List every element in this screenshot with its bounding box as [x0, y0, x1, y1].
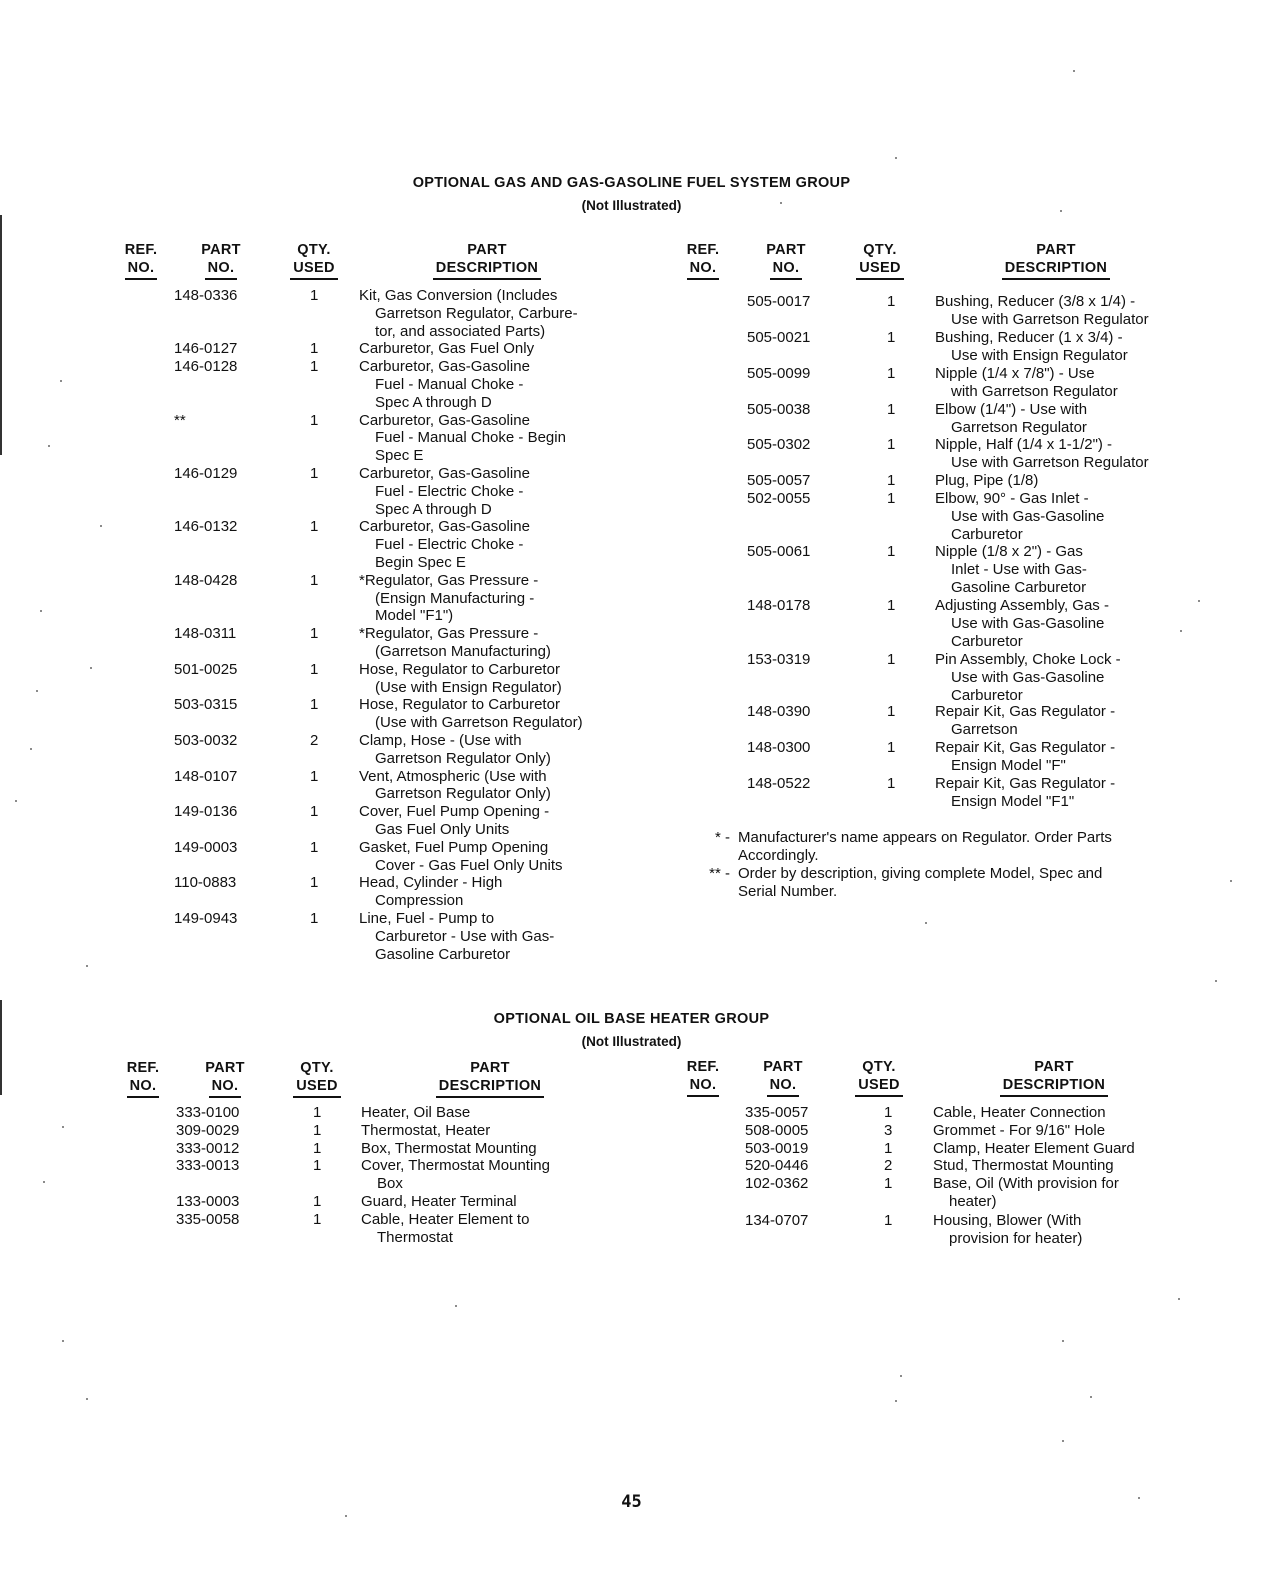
column-header-line: PART [467, 242, 507, 258]
description-line: Compression [375, 892, 464, 910]
part-number: 146-0127 [174, 340, 238, 358]
description-line: Carburetor, Gas-Gasoline [359, 518, 530, 536]
scan-speck [895, 157, 897, 159]
quantity-used: 1 [310, 358, 319, 376]
part-description [935, 543, 1087, 596]
description-line: Carburetor [951, 632, 1023, 650]
part-description [361, 1122, 490, 1140]
part-description [933, 1104, 1106, 1122]
description-line: Nipple (1/8 x 2") - Gas [935, 543, 1083, 560]
description-line: Repair Kit, Gas Regulator - [935, 703, 1116, 720]
description-line: Begin Spec E [375, 553, 466, 571]
column-header-line: PART [205, 1060, 245, 1076]
part-number: 505-0099 [747, 365, 811, 382]
description-line: (Use with Ensign Regulator) [375, 678, 562, 696]
column-header-line: REF. [126, 1060, 160, 1076]
part-description [361, 1104, 470, 1122]
part-number: 148-0522 [747, 775, 811, 792]
description-line: (Garretson Manufacturing) [375, 642, 551, 660]
part-number: 148-0107 [174, 767, 238, 785]
footnote [696, 829, 1216, 865]
column-header-line: DESCRIPTION [1000, 1076, 1108, 1097]
description-line: Fuel - Electric Choke - [375, 482, 524, 500]
section1-title: OPTIONAL GAS AND GAS-GASOLINE FUEL SYSTEM GROUP [412, 175, 851, 191]
quantity-used: 1 [887, 703, 896, 720]
description-line: Carburetor, Gas-Gasoline [359, 411, 530, 429]
quantity-used: 1 [887, 329, 896, 346]
quantity-used: 1 [887, 597, 896, 614]
description-line: Spec E [375, 447, 424, 465]
footnote-text [738, 865, 1102, 901]
description-line: Kit, Gas Conversion (Includes [359, 287, 558, 304]
description-line: with Garretson Regulator [951, 382, 1118, 400]
column-header-qty [247, 1059, 387, 1098]
part-number: 102-0362 [745, 1175, 809, 1192]
description-line: Hose, Regulator to Carburetor [359, 696, 560, 714]
scan-speck [1215, 980, 1217, 982]
scan-speck [1180, 630, 1182, 632]
column-header-line: QTY. [300, 1060, 334, 1076]
part-number: 110-0883 [174, 874, 237, 892]
part-number: ** [174, 411, 186, 429]
scan-speck [100, 525, 102, 527]
column-header-line: QTY. [297, 242, 331, 258]
description-line: Grommet - For 9/16" Hole [933, 1122, 1106, 1139]
column-header-line: USED [855, 1076, 903, 1097]
part-description [935, 293, 1149, 329]
description-line: *Regulator, Gas Pressure - [359, 625, 539, 643]
quantity-used: 1 [310, 803, 319, 821]
footnote-line: Serial Number. [738, 883, 838, 900]
column-header-line: PART [766, 242, 806, 258]
part-number: 335-0057 [745, 1104, 809, 1121]
description-line: Garretson Regulator [951, 418, 1087, 436]
description-line: Head, Cylinder - High [359, 874, 503, 892]
part-description [935, 436, 1149, 472]
description-line: Garretson [951, 720, 1018, 738]
part-description [935, 365, 1118, 401]
description-line: Carburetor, Gas-Gasoline [359, 465, 530, 482]
column-header-desc [417, 241, 557, 280]
quantity-used: 1 [887, 436, 896, 453]
quantity-used: 1 [887, 543, 896, 560]
column-header-line: QTY. [862, 1059, 896, 1075]
description-line: Nipple (1/4 x 7/8") - Use [935, 365, 1095, 382]
description-line: Pin Assembly, Choke Lock - [935, 651, 1121, 668]
part-description [935, 775, 1115, 811]
part-description [359, 696, 583, 732]
description-line: Bushing, Reducer (3/8 x 1/4) - [935, 293, 1136, 310]
part-description [359, 287, 578, 340]
part-number: 505-0038 [747, 401, 811, 418]
description-line: Box, Thermostat Mounting [361, 1139, 537, 1157]
column-header-qty [809, 1058, 949, 1097]
description-line: (Use with Garretson Regulator) [375, 714, 583, 732]
description-line: Use with Garretson Regulator [951, 453, 1149, 471]
description-line: Garretson Regulator, Carbure- [375, 304, 578, 322]
part-description [933, 1122, 1105, 1140]
part-number: 505-0017 [747, 293, 811, 310]
description-line: *Regulator, Gas Pressure - [359, 571, 539, 589]
quantity-used: 1 [884, 1104, 893, 1121]
quantity-used: 1 [310, 696, 319, 714]
description-line: Adjusting Assembly, Gas - [935, 597, 1109, 614]
description-line: Gas Fuel Only Units [375, 820, 510, 838]
column-header-line: NO. [125, 259, 158, 280]
section1-subtitle: (Not Illustrated) [581, 198, 682, 213]
description-line: provision for heater) [949, 1229, 1083, 1247]
column-header-qty [244, 241, 384, 280]
quantity-used: 1 [884, 1140, 893, 1157]
part-number: 146-0129 [174, 465, 238, 482]
scan-speck [86, 965, 88, 967]
part-number: 502-0055 [747, 490, 811, 507]
part-description [933, 1140, 1135, 1158]
description-line: Ensign Model "F1" [951, 792, 1075, 810]
description-line: Use with Gas-Gasoline [951, 614, 1105, 632]
column-header-line: USED [290, 259, 338, 280]
quantity-used: 1 [310, 518, 319, 536]
description-line: Ensign Model "F" [951, 756, 1066, 774]
part-number: 520-0446 [745, 1157, 809, 1174]
description-line: Base, Oil (With provision for [933, 1175, 1119, 1192]
description-line: Elbow, 90° - Gas Inlet - [935, 490, 1089, 507]
description-line: Cable, Heater Element to [361, 1210, 530, 1228]
description-line: Gasoline Carburetor [951, 578, 1087, 596]
description-line: Carburetor, Gas-Gasoline [359, 358, 530, 376]
column-header-line: REF. [686, 1059, 720, 1075]
part-description [361, 1140, 537, 1158]
footnote-line: Manufacturer's name appears on Regulator. Order Parts [738, 829, 1112, 846]
part-number: 501-0025 [174, 660, 238, 678]
description-line: Carburetor, Gas Fuel Only [359, 340, 535, 358]
column-header-line: NO. [770, 259, 803, 280]
part-number: 134-0707 [745, 1212, 809, 1229]
scan-edge-mark [0, 215, 2, 455]
column-header-line: USED [856, 259, 904, 280]
description-line: Model "F1") [375, 607, 454, 625]
part-number: 508-0005 [745, 1122, 809, 1139]
part-number: 148-0428 [174, 571, 238, 589]
part-number: 146-0128 [174, 358, 238, 376]
scan-speck [1073, 70, 1075, 72]
quantity-used: 1 [887, 775, 896, 792]
description-line: Use with Ensign Regulator [951, 346, 1128, 364]
footnote-marker: ** - [709, 865, 730, 882]
description-line: Clamp, Heater Element Guard [933, 1140, 1135, 1157]
quantity-used: 1 [887, 472, 896, 489]
column-header-line: PART [1034, 1059, 1074, 1075]
part-description [359, 340, 534, 358]
scan-speck [30, 748, 32, 750]
scan-speck [1060, 210, 1062, 212]
scan-speck [43, 1181, 45, 1183]
quantity-used: 1 [313, 1193, 322, 1210]
part-number: 133-0003 [176, 1193, 240, 1210]
footnote [696, 865, 1216, 901]
quantity-used: 1 [313, 1210, 322, 1228]
quantity-used: 1 [313, 1157, 322, 1175]
scan-speck [15, 800, 17, 802]
scan-speck [1090, 1396, 1092, 1398]
scan-speck [1178, 1298, 1180, 1300]
column-header-line: NO. [767, 1076, 800, 1097]
part-number: 146-0132 [174, 518, 238, 536]
scan-speck [90, 667, 92, 669]
part-description [359, 358, 530, 411]
part-description [359, 518, 530, 571]
quantity-used: 1 [313, 1121, 322, 1139]
part-description [359, 625, 551, 661]
description-line: Use with Garretson Regulator [951, 310, 1149, 328]
description-line: Nipple, Half (1/4 x 1-1/2") - [935, 436, 1113, 453]
scan-speck [40, 610, 42, 612]
description-line: Box [377, 1175, 403, 1193]
column-header-line: REF. [124, 242, 158, 258]
description-line: (Ensign Manufacturing - [375, 589, 535, 607]
quantity-used: 1 [884, 1212, 893, 1229]
part-number: 505-0302 [747, 436, 811, 453]
description-line: Garretson Regulator Only) [375, 749, 551, 767]
part-number: 333-0012 [176, 1139, 240, 1157]
quantity-used: 1 [887, 365, 896, 382]
description-line: Carburetor [951, 686, 1023, 704]
description-line: Spec A through D [375, 393, 492, 411]
column-header-line: PART [201, 242, 241, 258]
part-number: 148-0300 [747, 739, 811, 756]
description-line: Carburetor [951, 525, 1023, 543]
description-line: Housing, Blower (With [933, 1212, 1082, 1229]
quantity-used: 1 [310, 767, 319, 785]
part-description [359, 465, 530, 518]
scan-speck [62, 1126, 64, 1128]
description-line: Vent, Atmospheric (Use with [359, 767, 547, 785]
part-number: 503-0315 [174, 696, 238, 714]
section1-notes [696, 829, 1216, 901]
column-header-qty [810, 241, 950, 280]
quantity-used: 1 [887, 490, 896, 507]
part-number: 335-0058 [176, 1210, 240, 1228]
column-header-line: QTY. [863, 242, 897, 258]
part-description [359, 661, 562, 697]
scan-speck [86, 1398, 88, 1400]
part-description [361, 1157, 550, 1193]
footnote-line: Order by description, giving complete Model, Spec and [738, 865, 1103, 882]
description-line: Elbow (1/4") - Use with [935, 401, 1088, 418]
part-number: 153-0319 [747, 651, 811, 668]
quantity-used: 1 [887, 651, 896, 668]
part-number: 503-0019 [745, 1140, 809, 1157]
part-description [359, 572, 538, 625]
part-number: 309-0029 [176, 1121, 240, 1139]
column-header-line: PART [470, 1060, 510, 1076]
quantity-used: 1 [313, 1139, 322, 1157]
description-line: Fuel - Manual Choke - [375, 375, 524, 393]
quantity-used: 1 [887, 401, 896, 418]
column-header-line: REF. [686, 242, 720, 258]
part-number: 149-0943 [174, 910, 238, 927]
scan-speck [60, 380, 62, 382]
description-line: Cable, Heater Connection [933, 1104, 1106, 1121]
description-line: Heater, Oil Base [361, 1104, 471, 1121]
part-description [359, 874, 502, 910]
quantity-used: 1 [313, 1104, 322, 1121]
description-line: Carburetor - Use with Gas- [375, 927, 555, 945]
footnote-text [738, 829, 1112, 865]
part-number: 148-0311 [174, 625, 237, 643]
quantity-used: 1 [310, 340, 319, 358]
scan-speck [895, 1400, 897, 1402]
page-number: 45 [621, 1492, 642, 1512]
quantity-used: 1 [310, 874, 319, 892]
footnote-marker: * - [715, 829, 730, 846]
part-description [359, 768, 551, 804]
column-header-line: DESCRIPTION [433, 259, 541, 280]
column-header-desc [986, 241, 1126, 280]
column-header-line: PART [1036, 242, 1076, 258]
column-header-line: DESCRIPTION [436, 1077, 544, 1098]
part-description [359, 910, 554, 963]
section2-subtitle: (Not Illustrated) [581, 1034, 682, 1049]
section2-title: OPTIONAL OIL BASE HEATER GROUP [493, 1011, 770, 1027]
quantity-used: 1 [310, 838, 319, 856]
quantity-used: 1 [310, 571, 319, 589]
column-header-line: PART [763, 1059, 803, 1075]
quantity-used: 1 [884, 1175, 893, 1192]
part-description [935, 329, 1128, 365]
part-description [935, 401, 1087, 437]
part-description [361, 1193, 517, 1211]
description-line: Stud, Thermostat Mounting [933, 1157, 1114, 1174]
column-header-line: NO. [205, 259, 238, 280]
description-line: Hose, Regulator to Carburetor [359, 660, 560, 678]
part-number: 148-0336 [174, 287, 238, 304]
description-line: Repair Kit, Gas Regulator - [935, 775, 1116, 792]
scan-speck [1062, 1340, 1064, 1342]
column-header-line: NO. [127, 1077, 160, 1098]
part-number: 333-0013 [176, 1157, 240, 1175]
quantity-used: 1 [887, 739, 896, 756]
description-line: Cover - Gas Fuel Only Units [375, 856, 563, 874]
scan-speck [1138, 1497, 1140, 1499]
description-line: Clamp, Hose - (Use with [359, 732, 522, 749]
part-number: 505-0057 [747, 472, 811, 489]
footnote-line: Accordingly. [738, 847, 819, 864]
scan-speck [780, 202, 782, 204]
description-line: heater) [949, 1192, 997, 1210]
description-line: Fuel - Manual Choke - Begin [375, 429, 566, 447]
part-description [935, 739, 1115, 775]
description-line: Use with Gas-Gasoline [951, 668, 1105, 686]
part-number: 148-0178 [747, 597, 811, 614]
part-description [359, 412, 566, 465]
column-header-line: DESCRIPTION [1002, 259, 1110, 280]
quantity-used: 1 [310, 465, 319, 482]
quantity-used: 3 [884, 1122, 893, 1139]
part-description [933, 1175, 1119, 1211]
column-header-line: USED [293, 1077, 341, 1098]
part-description [935, 472, 1038, 490]
quantity-used: 1 [310, 910, 319, 927]
scan-speck [1230, 880, 1232, 882]
description-line: Bushing, Reducer (1 x 3/4) - [935, 329, 1123, 346]
quantity-used: 1 [887, 293, 896, 310]
description-line: Gasket, Fuel Pump Opening [359, 838, 549, 856]
part-number: 333-0100 [176, 1104, 240, 1121]
description-line: Line, Fuel - Pump to [359, 910, 495, 927]
part-number: 503-0032 [174, 732, 238, 749]
description-line: Garretson Regulator Only) [375, 785, 551, 803]
scan-speck [900, 1375, 902, 1377]
scan-speck [1062, 1440, 1064, 1442]
quantity-used: 1 [310, 625, 319, 643]
scan-speck [1198, 600, 1200, 602]
part-number: 148-0390 [747, 703, 811, 720]
description-line: Thermostat, Heater [361, 1121, 491, 1139]
quantity-used: 1 [310, 287, 319, 304]
description-line: Thermostat [377, 1228, 453, 1246]
description-line: Spec A through D [375, 500, 492, 518]
scan-speck [345, 1515, 347, 1517]
column-header-desc [984, 1058, 1124, 1097]
scan-speck [62, 1340, 64, 1342]
description-line: Plug, Pipe (1/8) [935, 472, 1039, 489]
scan-speck [925, 922, 927, 924]
description-line: Cover, Thermostat Mounting [361, 1157, 550, 1175]
column-header-line: NO. [687, 1076, 720, 1097]
part-description [935, 597, 1109, 650]
part-number: 149-0136 [174, 803, 238, 821]
part-description [361, 1211, 529, 1247]
part-number: 505-0061 [747, 543, 811, 560]
description-line: tor, and associated Parts) [375, 322, 546, 340]
part-number: 149-0003 [174, 838, 238, 856]
description-line: Cover, Fuel Pump Opening - [359, 803, 550, 821]
part-description [359, 839, 563, 875]
quantity-used: 1 [310, 660, 319, 678]
quantity-used: 1 [310, 411, 319, 429]
part-description [935, 490, 1104, 543]
scan-speck [36, 690, 38, 692]
part-description [933, 1212, 1082, 1248]
description-line: Repair Kit, Gas Regulator - [935, 739, 1116, 756]
quantity-used: 2 [884, 1157, 893, 1174]
column-header-desc [420, 1059, 560, 1098]
part-number: 505-0021 [747, 329, 811, 346]
description-line: Gasoline Carburetor [375, 945, 511, 963]
description-line: Use with Gas-Gasoline [951, 507, 1105, 525]
column-header-line: NO. [687, 259, 720, 280]
part-description [359, 732, 551, 768]
description-line: Fuel - Electric Choke - [375, 536, 524, 554]
quantity-used: 2 [310, 732, 319, 749]
scan-speck [455, 1305, 457, 1307]
part-description [935, 703, 1115, 739]
part-description [935, 651, 1121, 704]
part-description [359, 803, 549, 839]
description-line: Inlet - Use with Gas- [951, 560, 1087, 578]
part-description [933, 1157, 1114, 1175]
description-line: Guard, Heater Terminal [361, 1193, 517, 1210]
scan-speck [48, 445, 50, 447]
column-header-line: NO. [209, 1077, 242, 1098]
